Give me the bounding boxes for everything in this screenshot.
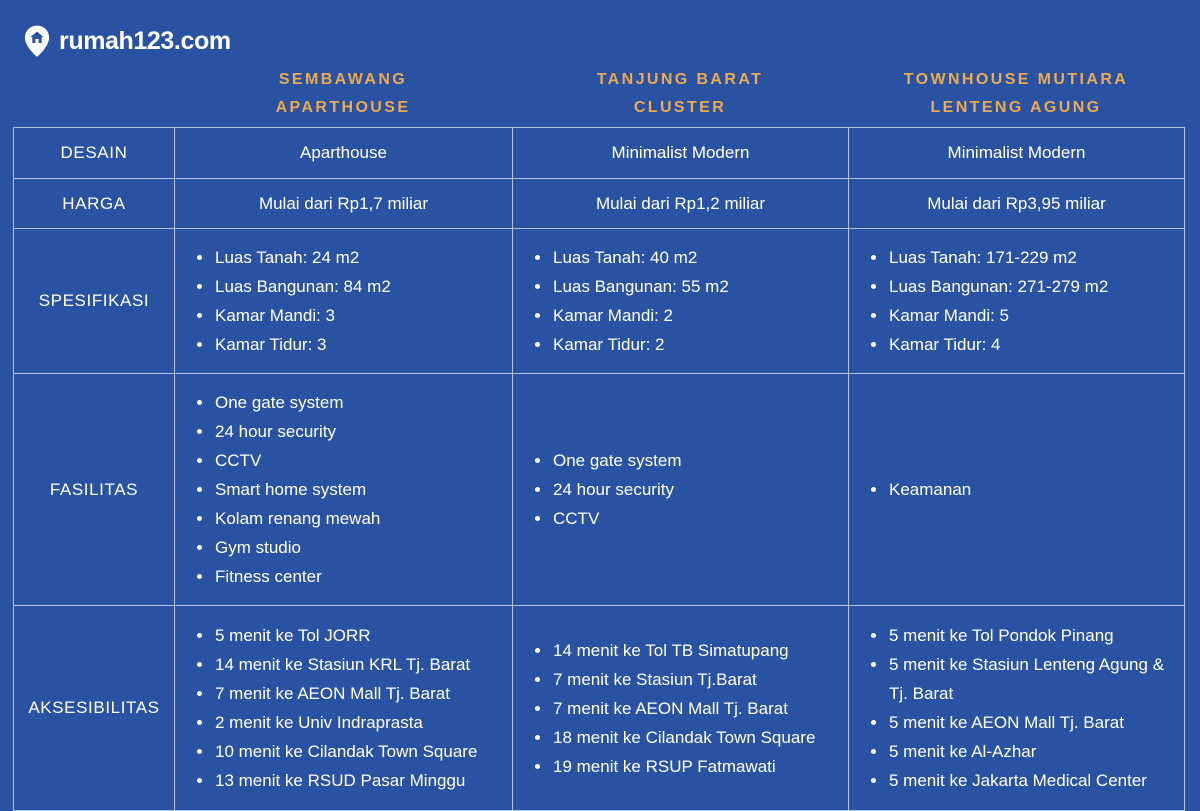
brand-logo [24,22,231,60]
list-item: Kamar Mandi: 2 [527,301,838,330]
list-item: 7 menit ke AEON Mall Tj. Barat [527,694,838,723]
facility-list [863,475,1174,504]
access-list [189,621,502,795]
cell-harga-col2: Mulai dari Rp1,2 miliar [513,179,849,229]
row-label-harga: HARGA [14,179,175,229]
list-item: 5 menit ke Tol JORR [189,621,502,650]
list-item: 5 menit ke Stasiun Lenteng Agung & Tj. Barat [863,650,1174,708]
cell-spesifikasi-col1 [175,229,513,374]
facility-list [527,446,838,533]
column-header-line2: CLUSTER [633,99,727,116]
comparison-column-headers [13,62,1184,126]
list-item: One gate system [189,388,502,417]
cell-desain-col2: Minimalist Modern [513,128,849,179]
list-item: Smart home system [189,475,502,504]
column-header-line1: SEMBAWANG [278,71,408,88]
list-item: Keamanan [863,475,1174,504]
list-item: Kolam renang mewah [189,504,502,533]
cell-aksesibilitas-col1 [175,606,513,811]
list-item: 2 menit ke Univ Indraprasta [189,708,502,737]
list-item: Kamar Tidur: 4 [863,330,1174,359]
list-item: 5 menit ke Jakarta Medical Center [863,766,1174,795]
column-header-line1: TANJUNG BARAT [596,71,764,88]
cell-desain-col3: Minimalist Modern [849,128,1185,179]
list-item: 19 menit ke RSUP Fatmawati [527,752,838,781]
spec-list [527,243,838,359]
list-item: 14 menit ke Stasiun KRL Tj. Barat [189,650,502,679]
cell-fasilitas-col1 [175,374,513,606]
table-row-harga [14,179,1185,229]
list-item: One gate system [527,446,838,475]
column-header-tanjung-barat-cluster [512,62,848,126]
list-item: 18 menit ke Cilandak Town Square [527,723,838,752]
list-item: Luas Bangunan: 55 m2 [527,272,838,301]
list-item: 24 hour security [527,475,838,504]
cell-harga-col3: Mulai dari Rp3,95 miliar [849,179,1185,229]
cell-spesifikasi-col3 [849,229,1185,374]
table-row-aksesibilitas [14,606,1185,811]
column-header-line2: APARTHOUSE [275,99,411,116]
list-item: 7 menit ke AEON Mall Tj. Barat [189,679,502,708]
column-header-line1: TOWNHOUSE MUTIARA [903,71,1129,88]
list-item: Kamar Tidur: 3 [189,330,502,359]
column-header-line2: LENTENG AGUNG [930,99,1102,116]
list-item: Kamar Mandi: 5 [863,301,1174,330]
access-list [863,621,1174,795]
brand-name: rumah123.com [59,26,231,55]
list-item: Kamar Tidur: 2 [527,330,838,359]
table-row-desain [14,128,1185,179]
cell-aksesibilitas-col2 [513,606,849,811]
cell-harga-col1: Mulai dari Rp1,7 miliar [175,179,513,229]
row-label-fasilitas: FASILITAS [14,374,175,606]
spec-list [189,243,502,359]
list-item: 24 hour security [189,417,502,446]
list-item: 7 menit ke Stasiun Tj.Barat [527,665,838,694]
list-item: 14 menit ke Tol TB Simatupang [527,636,838,665]
list-item: Luas Tanah: 171-229 m2 [863,243,1174,272]
row-label-aksesibilitas: AKSESIBILITAS [14,606,175,811]
column-header-townhouse-mutiara-lenteng-agung [848,62,1184,126]
list-item: 5 menit ke Al-Azhar [863,737,1174,766]
cell-desain-col1: Aparthouse [175,128,513,179]
list-item: Luas Bangunan: 271-279 m2 [863,272,1174,301]
cell-spesifikasi-col2 [513,229,849,374]
row-label-spesifikasi: SPESIFIKASI [14,229,175,374]
list-item: Luas Bangunan: 84 m2 [189,272,502,301]
list-item: 10 menit ke Cilandak Town Square [189,737,502,766]
list-item: Luas Tanah: 40 m2 [527,243,838,272]
column-header-sembawang-aparthouse [174,62,512,126]
cell-fasilitas-col2 [513,374,849,606]
list-item: CCTV [189,446,502,475]
property-comparison-table [13,127,1185,811]
spec-list [863,243,1174,359]
list-item: 5 menit ke AEON Mall Tj. Barat [863,708,1174,737]
table-row-fasilitas [14,374,1185,606]
list-item: CCTV [527,504,838,533]
list-item: 5 menit ke Tol Pondok Pinang [863,621,1174,650]
table-row-spesifikasi [14,229,1185,374]
list-item: 13 menit ke RSUD Pasar Minggu [189,766,502,795]
cell-fasilitas-col3 [849,374,1185,606]
list-item: Kamar Mandi: 3 [189,301,502,330]
map-pin-house-icon [24,25,50,57]
column-header-spacer [13,62,174,126]
access-list [527,636,838,781]
row-label-desain: DESAIN [14,128,175,179]
list-item: Fitness center [189,562,502,591]
list-item: Gym studio [189,533,502,562]
facility-list [189,388,502,591]
list-item: Luas Tanah: 24 m2 [189,243,502,272]
cell-aksesibilitas-col3 [849,606,1185,811]
